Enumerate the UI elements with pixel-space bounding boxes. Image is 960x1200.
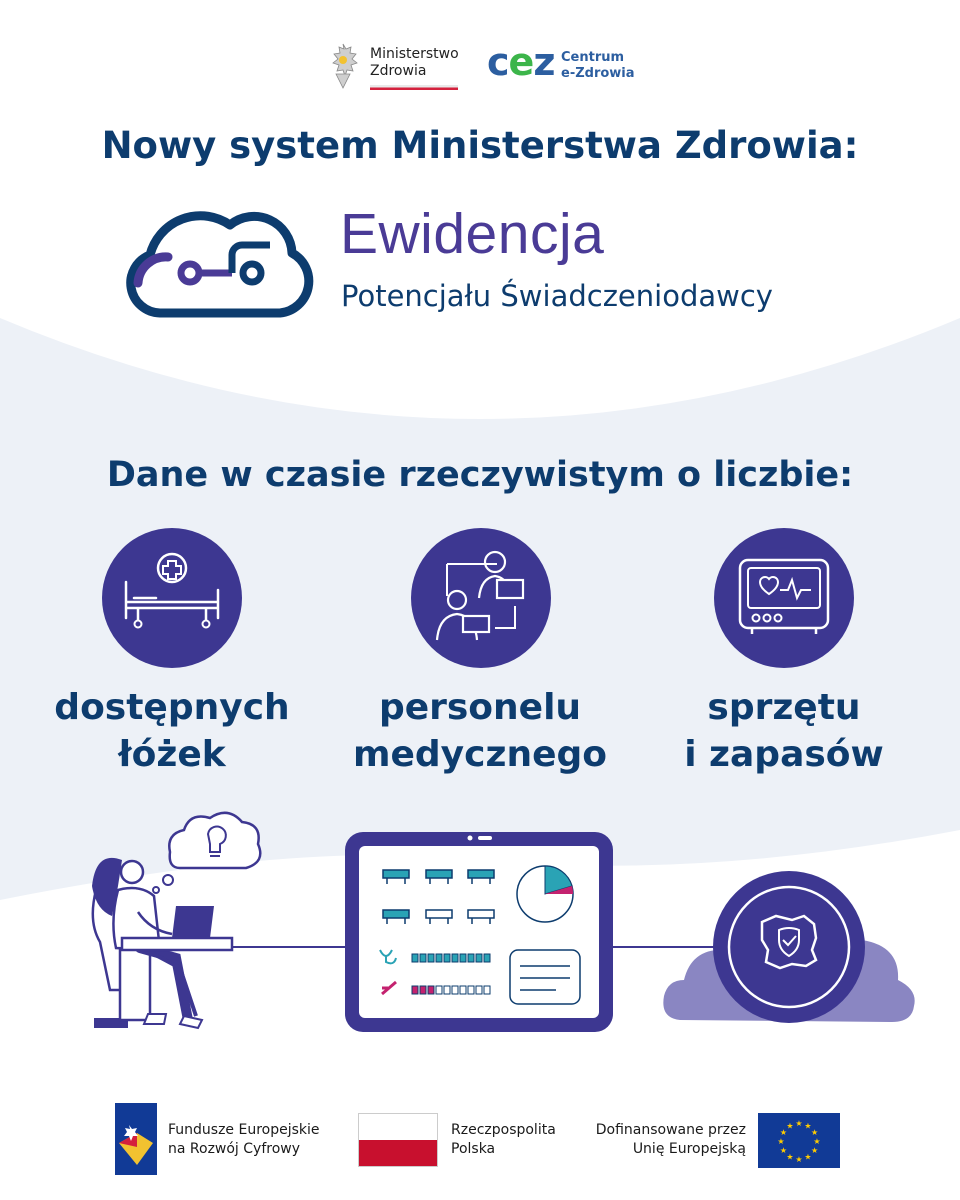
eu-star: ★ <box>795 1119 803 1128</box>
page-title: Nowy system Ministerstwa Zdrowia: <box>101 124 859 167</box>
ministry-name: Ministerstwo Zdrowia <box>370 46 459 79</box>
category-label-beds: dostępnych łóżek <box>54 687 290 775</box>
european-funds-logo-icon <box>115 1103 157 1175</box>
system-subtitle: Potencjału Świadczeniodawcy <box>341 279 773 313</box>
section-title: Dane w czasie rzeczywistym o liczbie: <box>106 455 854 495</box>
illustration-scene <box>0 790 960 1060</box>
woman-at-laptop-icon <box>92 858 232 1028</box>
cez-logo <box>487 42 647 86</box>
european-funds-name: Fundusze Europejskie na Rozwój Cyfrowy <box>168 1122 320 1157</box>
eu-star: ★ <box>813 1137 821 1146</box>
ministry-flag-bar <box>370 85 458 90</box>
hospital-bed-icon <box>102 528 242 668</box>
heart-monitor-icon <box>714 528 854 668</box>
cez-name: Centrum e-Zdrowia <box>561 50 635 81</box>
cez-wordmark: cez <box>487 40 555 84</box>
eu-star: ★ <box>795 1155 803 1164</box>
equipment-category-badge <box>714 528 854 668</box>
category-label-equipment: sprzętu i zapasów <box>684 687 884 775</box>
medical-staff-icon <box>411 528 551 668</box>
eu-star: ★ <box>779 1128 787 1137</box>
eu-star: ★ <box>811 1146 819 1155</box>
cloud-network-icon <box>120 195 315 325</box>
eu-star: ★ <box>804 1152 812 1162</box>
eu-star: ★ <box>786 1152 794 1162</box>
poland-flag-icon <box>358 1113 438 1167</box>
ministry-of-health-logo <box>322 40 462 96</box>
staff-category-badge <box>411 528 551 668</box>
eu-star: ★ <box>777 1137 785 1146</box>
eu-flag-icon <box>758 1113 840 1168</box>
eu-cofunding-text: Dofinansowane przez Unię Europejską <box>595 1122 746 1157</box>
eu-star: ★ <box>811 1128 819 1137</box>
funding-footer <box>0 1085 960 1195</box>
beds-category-badge <box>102 528 242 668</box>
category-label-staff: personelu medycznego <box>352 687 607 775</box>
eu-star: ★ <box>786 1121 794 1131</box>
eu-star: ★ <box>779 1146 787 1155</box>
eagle-emblem-icon <box>322 40 364 92</box>
dashboard-tablet-icon <box>345 832 613 1032</box>
republic-of-poland-name: Rzeczpospolita Polska <box>451 1122 556 1157</box>
lightbulb-thought-icon <box>153 813 260 893</box>
eu-star: ★ <box>804 1121 812 1131</box>
system-name: Ewidencja <box>340 202 605 266</box>
